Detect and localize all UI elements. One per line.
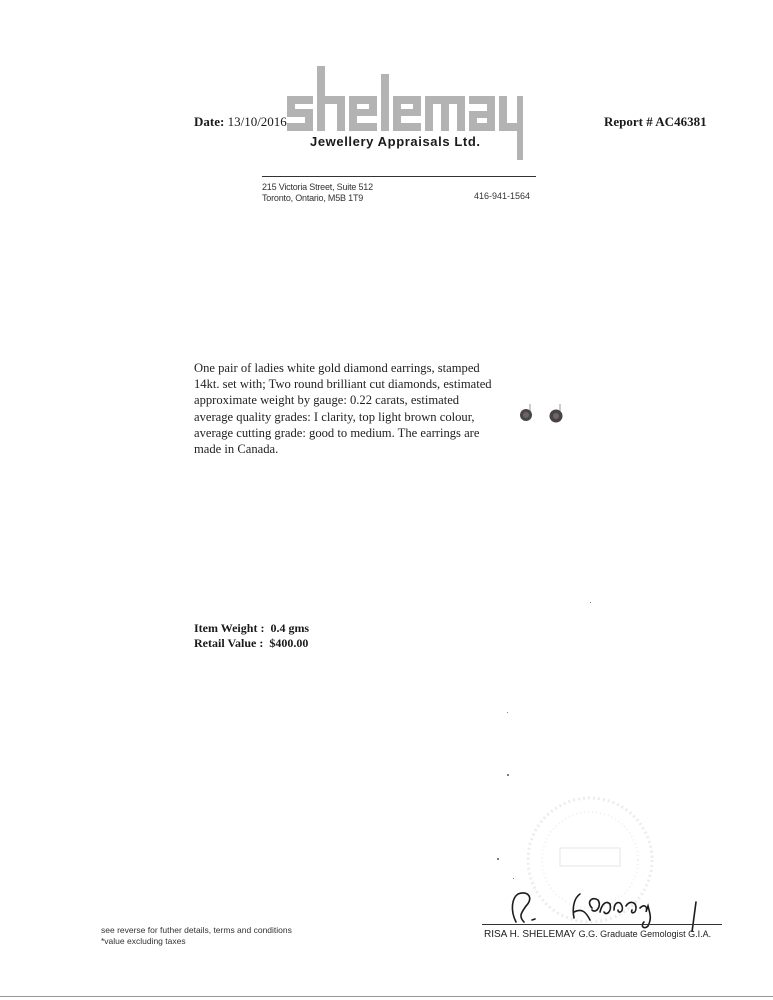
date-label: Date: <box>194 114 225 129</box>
footnotes <box>101 925 292 947</box>
item-weight-row <box>194 621 309 636</box>
report-date <box>194 114 287 130</box>
terms-note: see reverse for futher details, terms and conditions <box>101 925 292 935</box>
report-label: Report # <box>604 114 653 129</box>
appraiser-name: RISA H. SHELEMAY <box>484 929 577 940</box>
date-value: 13/10/2016 <box>227 114 287 129</box>
earrings-photo <box>512 398 582 438</box>
scan-speck <box>590 602 591 603</box>
weight-value: 0.4 gms <box>270 621 310 635</box>
address-line-2: Toronto, Ontario, M5B 1T9 <box>262 193 364 203</box>
appraiser-title: G.G. Graduate Gemologist G.I.A. <box>578 929 712 939</box>
scan-speck <box>507 774 509 776</box>
company-subtitle: Jewellery Appraisals Ltd. <box>310 134 481 149</box>
tax-note: *value excluding taxes <box>101 936 186 946</box>
weight-label: Item Weight : <box>194 621 265 635</box>
address-line-1: 215 Victoria Street, Suite 512 <box>262 182 373 192</box>
signature-line <box>482 924 722 925</box>
header-divider <box>262 176 536 177</box>
item-details <box>194 621 309 651</box>
page-bottom-edge <box>0 996 773 997</box>
item-description: One pair of ladies white gold diamond earrings, stamped 14kt. set with; Two round brilliant cut diamonds, estimated approximate weight by gauge: 0.22 carats, estimated average quality grades: I clarity, top light brown colour, average cutting grade: good to medium. The earrings are made in Canada. <box>194 361 492 457</box>
retail-value-row <box>194 636 309 651</box>
scan-speck <box>507 712 508 713</box>
appraiser-credit <box>484 929 711 940</box>
value-label: Retail Value : <box>194 636 264 650</box>
company-phone: 416-941-1564 <box>474 191 531 201</box>
report-number <box>604 114 707 130</box>
report-value: AC46381 <box>655 114 707 129</box>
company-address <box>262 182 373 204</box>
value-value: $400.00 <box>269 636 309 650</box>
